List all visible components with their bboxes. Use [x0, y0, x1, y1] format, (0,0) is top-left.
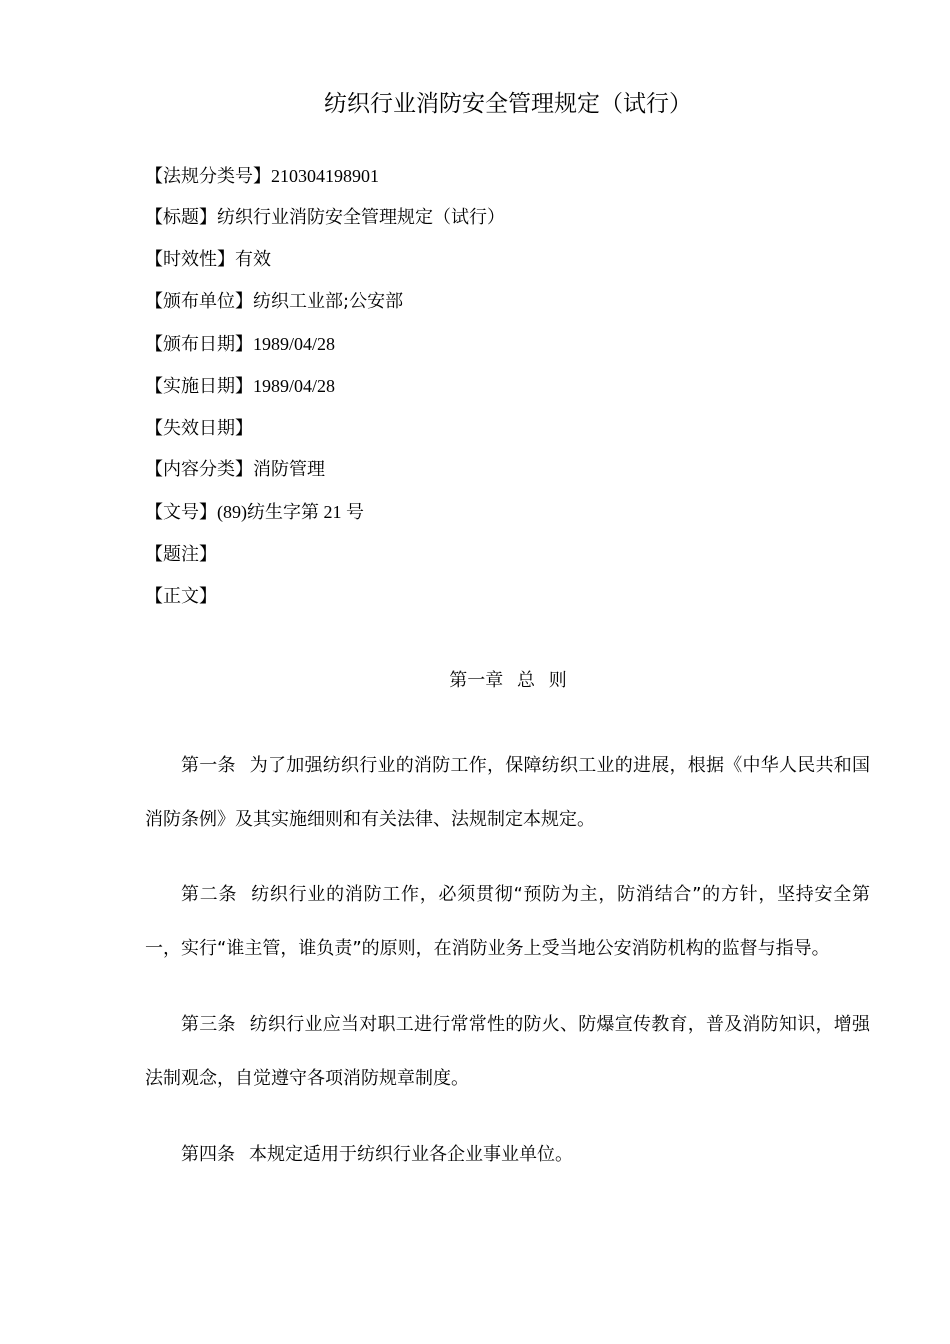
meta-label: 【法规分类号】 [145, 166, 271, 187]
meta-effective-date [145, 370, 865, 412]
meta-value: (89)纺生字第 21 号 [217, 502, 364, 522]
article-4 [145, 1128, 870, 1182]
meta-value: 210304198901 [271, 166, 379, 186]
meta-label: 【颁布日期】 [145, 334, 253, 355]
meta-issuer [145, 286, 865, 328]
meta-value: 消防管理 [253, 459, 325, 480]
meta-value: 有效 [235, 249, 271, 270]
article-2 [145, 868, 870, 976]
meta-label: 【内容分类】 [145, 459, 253, 480]
meta-note [145, 538, 865, 580]
chapter-heading: 第一章 总 则 [449, 670, 567, 691]
article-text: 本规定适用于纺织行业各企业事业单位。 [249, 1144, 573, 1165]
meta-value: 1989/04/28 [253, 376, 336, 396]
meta-title [145, 202, 865, 244]
document-title: 纺织行业消防安全管理规定（试行） [324, 91, 692, 117]
article-text: 纺织行业应当对职工进行常常性的防火、防爆宣传教育，普及消防知识，增强法制观念，自觉遵守各项消防规章制度。 [145, 1014, 870, 1089]
meta-expiry-date [145, 412, 865, 454]
metadata-block [145, 160, 865, 622]
article-number: 第四条 [181, 1144, 235, 1165]
meta-label: 【失效日期】 [145, 418, 253, 439]
article-3 [145, 998, 870, 1106]
article-number: 第一条 [181, 755, 236, 776]
meta-classification-number [145, 160, 865, 202]
meta-label: 【正文】 [145, 586, 217, 607]
meta-validity [145, 244, 865, 286]
article-number: 第二条 [181, 884, 238, 905]
meta-issue-date [145, 328, 865, 370]
meta-label: 【实施日期】 [145, 376, 253, 397]
article-number: 第三条 [181, 1014, 236, 1035]
meta-value: 纺织工业部;公安部 [253, 291, 404, 312]
meta-body [145, 580, 865, 622]
article-text: 纺织行业的消防工作，必须贯彻“预防为主，防消结合”的方针，坚持安全第一，实行“谁主管，谁负责”的原则，在消防业务上受当地公安消防机构的监督与指导。 [145, 884, 870, 959]
meta-label: 【题注】 [145, 544, 217, 565]
meta-value: 纺织行业消防安全管理规定（试行） [217, 207, 505, 228]
meta-label: 【颁布单位】 [145, 291, 253, 312]
article-1 [145, 739, 870, 847]
meta-document-number [145, 496, 865, 538]
meta-label: 【时效性】 [145, 249, 235, 270]
meta-value: 1989/04/28 [253, 334, 336, 354]
article-text: 为了加强纺织行业的消防工作，保障纺织工业的进展，根据《中华人民共和国消防条例》及其实施细则和有关法律、法规制定本规定。 [145, 755, 870, 830]
meta-content-category [145, 454, 865, 496]
meta-label: 【文号】 [145, 502, 217, 523]
meta-label: 【标题】 [145, 207, 217, 228]
